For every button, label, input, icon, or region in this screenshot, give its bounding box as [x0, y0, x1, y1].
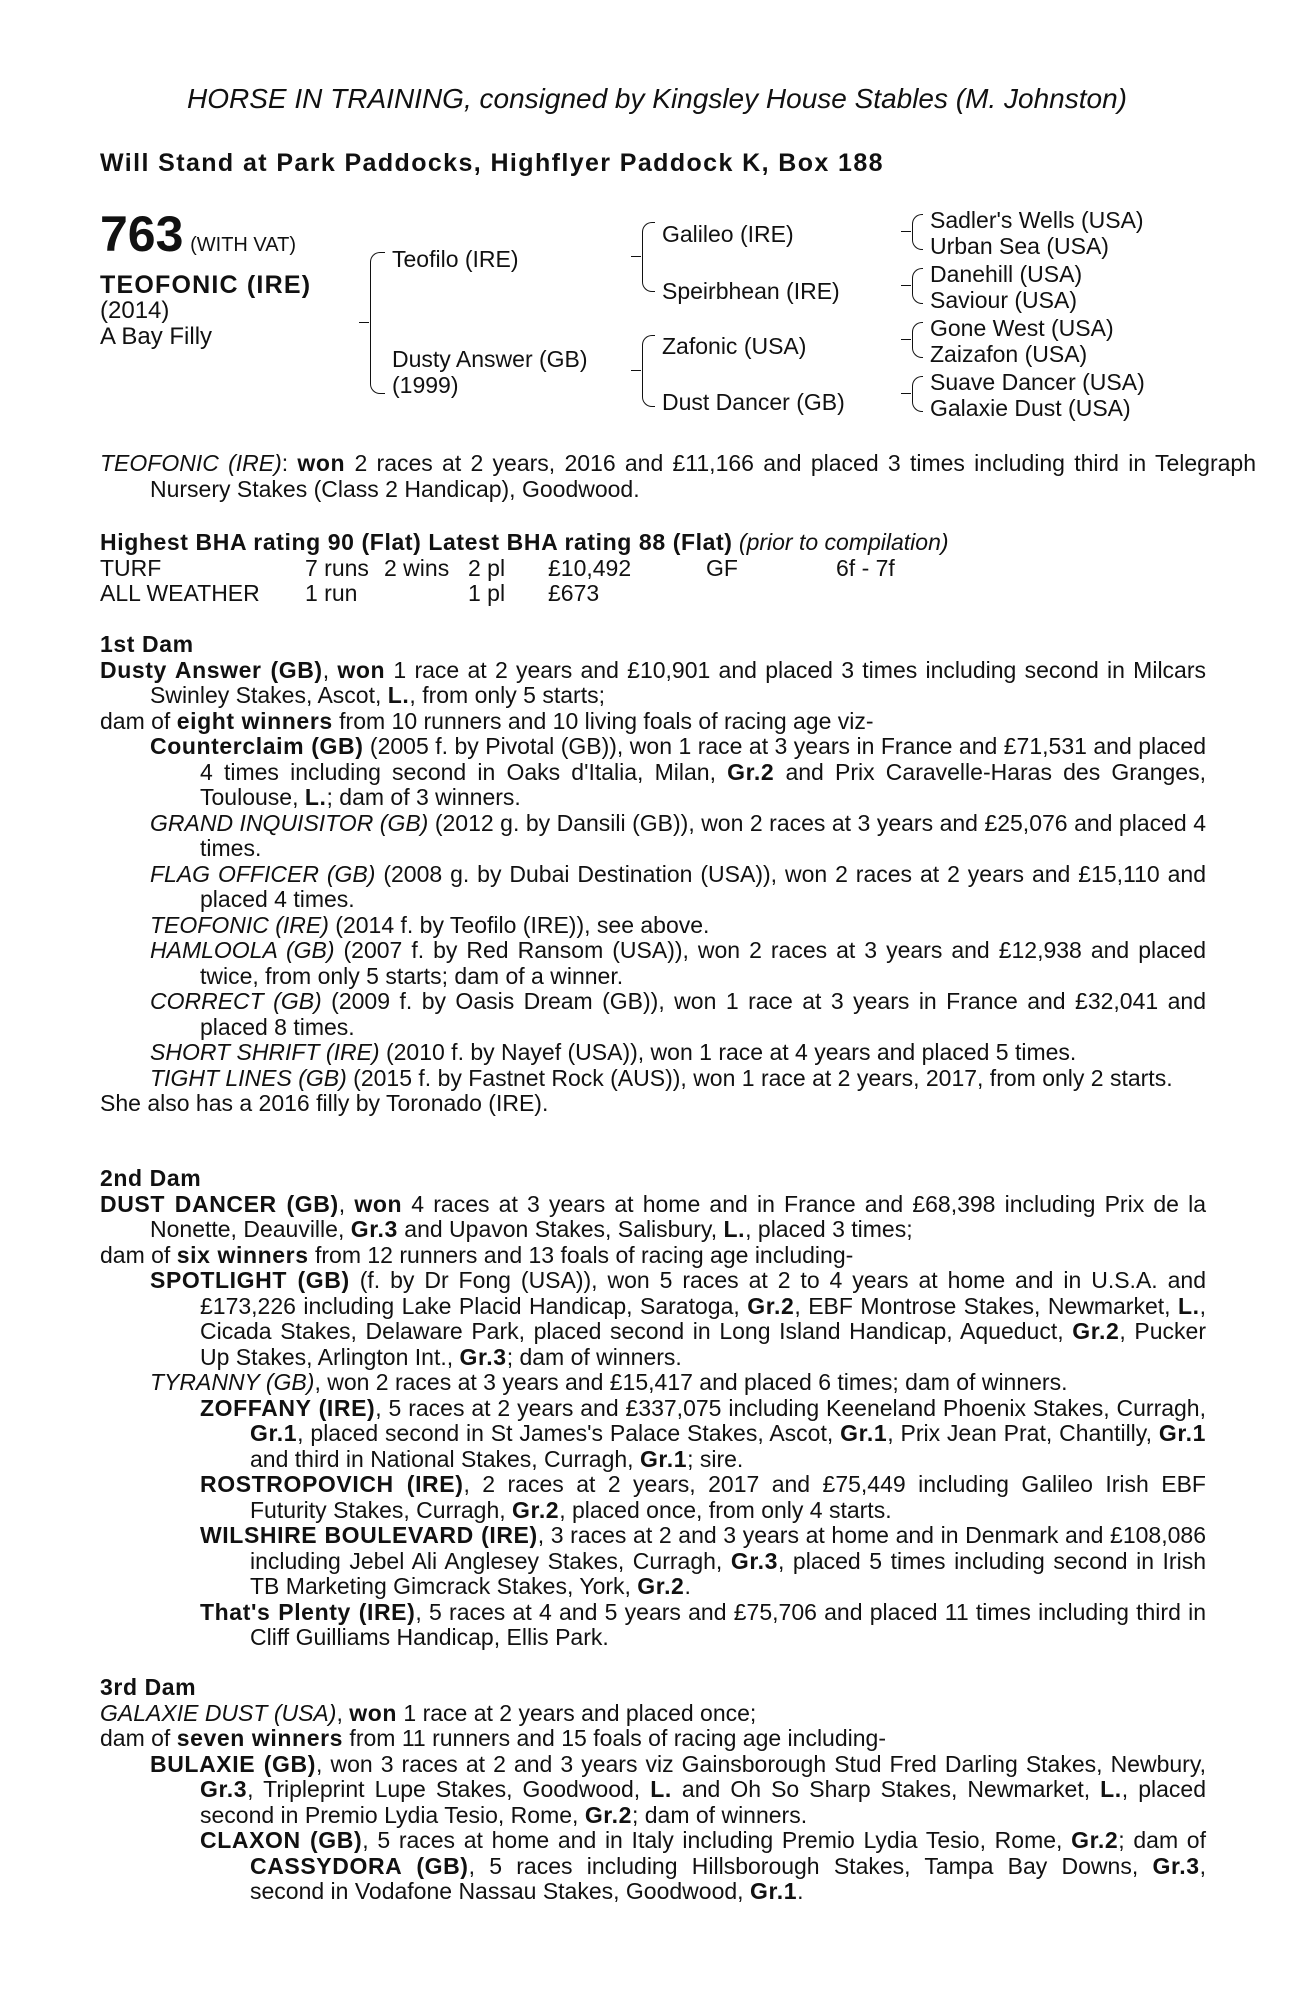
- produce-counterclaim: Counterclaim (GB) (2005 f. by Pivotal (GB)), won 1 race at 3 years in France and £71,531 and placed 4 times including second in Oaks d'Italia, Milan, Gr.2 and Prix Caravelle-Haras des Granges, Toulouse, L.; dam of 3 winners.: [150, 733, 1206, 810]
- second-dam-section: [100, 1166, 1206, 1651]
- third-dam-record: GALAXIE DUST (USA), won 1 race at 2 years and placed once;: [100, 1699, 757, 1726]
- second-dam-heading: 2nd Dam: [100, 1165, 202, 1191]
- produce-bulaxie: BULAXIE (GB), won 3 races at 2 and 3 years viz Gainsborough Stud Fred Darling Stakes, Newbury, Gr.3, Tripleprint Lupe Stakes, Goodwood, L. and Oh So Sharp Stakes, Newmarket, L., placed second in Premio Lydia Tesio, Rome, Gr.2; dam of winners.: [150, 1750, 1207, 1828]
- second-dam-produce: dam of six winners from 12 runners and 13 foals of racing age including-: [100, 1241, 854, 1268]
- grandproduce-zoffany: ZOFFANY (IRE), 5 races at 2 years and £337,075 including Keeneland Phoenix Stakes, Curragh, Gr.1, placed second in St James's Palace Stakes, Ascot, Gr.1, Prix Jean Prat, Chantilly, Gr.1 and third in National Stakes, Curragh, Gr.1; sire.: [200, 1394, 1206, 1472]
- grandproduce-claxon: CLAXON (GB), 5 races at home and in Italy including Premio Lydia Tesio, Rome, Gr.2; dam of CASSYDORA (GB), 5 races including Hillsborough Stakes, Tampa Bay Downs, Gr.3, second in Vodafone Nassau Stakes, Goodwood, Gr.1.: [200, 1827, 1207, 1904]
- third-dam-heading: 3rd Dam: [100, 1674, 197, 1700]
- pedigree-bracket-dd: [912, 376, 923, 412]
- race-summary: TEOFONIC (IRE): won 2 races at 2 years, 2016 and £11,166 and placed 3 times including third in Telegraph Nursery Stakes (Class 2 Handicap), Goodwood.: [100, 450, 1256, 502]
- pedigree-bracket-ds: [912, 322, 923, 358]
- rating-turf-row: TURF 7 runs 2 wins 2 pl £10,492 GF 6f - 7f: [100, 554, 895, 581]
- pedigree-dam: Dusty Answer (GB): [392, 346, 588, 372]
- pedigree-dsd: Zaizafon (USA): [930, 341, 1088, 367]
- lot-number: 763: [100, 206, 184, 262]
- third-dam-produce: dam of seven winners from 11 runners and 15 foals of racing age including-: [100, 1725, 886, 1751]
- pedigree-sire-sire: Galileo (IRE): [662, 221, 794, 247]
- rating-note: (prior to compilation): [738, 529, 949, 555]
- horse-description: A Bay Filly: [100, 323, 213, 350]
- first-dam-produce: dam of eight winners from 10 runners and 10 living foals of racing age viz-: [100, 707, 874, 734]
- first-dam-also: She also has a 2016 filly by Toronado (IRE).: [100, 1090, 549, 1116]
- pedigree-ssd: Urban Sea (USA): [930, 233, 1109, 259]
- produce-correct: CORRECT (GB) (2009 f. by Oasis Dream (GB)), won 1 race at 3 years in France and £32,041 and placed 8 times.: [150, 988, 1206, 1040]
- produce-grand-inquisitor: GRAND INQUISITOR (GB) (2012 g. by Dansili (GB)), won 2 races at 3 years and £25,076 and placed 4 times.: [150, 809, 1206, 861]
- pedigree-dam-dam: Dust Dancer (GB): [662, 389, 845, 415]
- produce-hamloola: HAMLOOLA (GB) (2007 f. by Red Ransom (USA)), won 2 races at 3 years and £12,938 and placed twice, from only 5 starts; dam of a winner.: [150, 937, 1206, 989]
- grandproduce-wilshire-boulevard: WILSHIRE BOULEVARD (IRE), 3 races at 2 and 3 years at home and in Denmark and £108,086 including Jebel Ali Anglesey Stakes, Curragh, Gr.3, placed 5 times including second in Irish TB Marketing Gimcrack Stakes, York, Gr.2.: [200, 1522, 1206, 1599]
- pedigree-sire: Teofilo (IRE): [392, 246, 519, 272]
- pedigree-bracket-dam: [642, 335, 655, 407]
- second-dam-record: DUST DANCER (GB), won 4 races at 3 years at home and in France and £68,398 including Prix de la Nonette, Deauville, Gr.3 and Upavon Stakes, Salisbury, L., placed 3 times;: [100, 1190, 1207, 1242]
- produce-flag-officer: FLAG OFFICER (GB) (2008 g. by Dubai Destination (USA)), won 2 races at 2 years and £15,110 and placed 4 times.: [150, 860, 1206, 912]
- first-dam-heading: 1st Dam: [100, 631, 194, 657]
- pedigree-sds: Danehill (USA): [930, 261, 1083, 287]
- pedigree-sdd: Saviour (USA): [930, 287, 1077, 313]
- lot-block: [100, 206, 311, 350]
- pedigree-bracket-sire-dam: [370, 252, 385, 394]
- horse-year: (2014): [100, 297, 170, 324]
- consignor-header: HORSE IN TRAINING, consigned by Kingsley House Stables (M. Johnston): [187, 83, 1127, 114]
- rating-block: [100, 530, 1220, 607]
- pedigree-sire-dam: Speirbhean (IRE): [662, 278, 840, 304]
- pedigree-dss: Gone West (USA): [930, 315, 1114, 341]
- third-dam-section: [100, 1675, 1206, 1905]
- horse-name: TEOFONIC (IRE): [100, 271, 312, 299]
- pedigree-bracket-ss: [912, 214, 923, 250]
- produce-tight-lines: TIGHT LINES (GB) (2015 f. by Fastnet Rock (AUS)), won 1 race at 2 years, 2017, from only 2 starts.: [150, 1064, 1173, 1091]
- pedigree-bracket-sd: [912, 268, 923, 304]
- produce-short-shrift: SHORT SHRIFT (IRE) (2010 f. by Nayef (USA)), won 1 race at 4 years and placed 5 times.: [150, 1039, 1077, 1065]
- stand-location: Will Stand at Park Paddocks, Highflyer Paddock K, Box 188: [100, 149, 884, 177]
- rating-aw-row: ALL WEATHER 1 run 1 pl £673: [100, 580, 600, 606]
- pedigree-dam-year: (1999): [392, 372, 459, 398]
- produce-spotlight: SPOTLIGHT (GB) (f. by Dr Fong (USA)), won 5 races at 2 to 4 years at home and in U.S.A. and £173,226 including Lake Placid Handicap, Saratoga, Gr.2, EBF Montrose Stakes, Newmarket, L., Cicada Stakes, Delaware Park, placed second in Long Island Handicap, Aqueduct, Gr.2, Pucker Up Stakes, Arlington Int., Gr.3; dam of winners.: [150, 1267, 1207, 1370]
- summary-horse: TEOFONIC (IRE): [100, 450, 282, 476]
- rating-heading: Highest BHA rating 90 (Flat) Latest BHA rating 88 (Flat): [100, 529, 733, 555]
- pedigree-ddd: Galaxie Dust (USA): [930, 395, 1131, 421]
- pedigree-sss: Sadler's Wells (USA): [930, 207, 1144, 233]
- produce-tyranny: TYRANNY (GB), won 2 races at 3 years and £15,417 and placed 6 times; dam of winners.: [150, 1369, 1068, 1395]
- pedigree-bracket-sire: [642, 222, 655, 292]
- pedigree-dam-sire: Zafonic (USA): [662, 333, 807, 359]
- produce-teofonic: TEOFONIC (IRE) (2014 f. by Teofilo (IRE)), see above.: [150, 911, 710, 938]
- grandproduce-rostropovich: ROSTROPOVICH (IRE), 2 races at 2 years, 2017 and £75,449 including Galileo Irish EBF Futurity Stakes, Curragh, Gr.2, placed once, from only 4 starts.: [200, 1471, 1206, 1523]
- first-dam-section: [100, 632, 1206, 1117]
- grandproduce-thats-plenty: That's Plenty (IRE), 5 races at 4 and 5 years and £75,706 and placed 11 times including third in Cliff Guilliams Handicap, Ellis Park.: [200, 1598, 1207, 1650]
- first-dam-record: Dusty Answer (GB), won 1 race at 2 years and £10,901 and placed 3 times including second in Milcars Swinley Stakes, Ascot, L., from only 5 starts;: [100, 656, 1206, 708]
- pedigree-dds: Suave Dancer (USA): [930, 369, 1145, 395]
- vat-note: (WITH VAT): [190, 234, 297, 256]
